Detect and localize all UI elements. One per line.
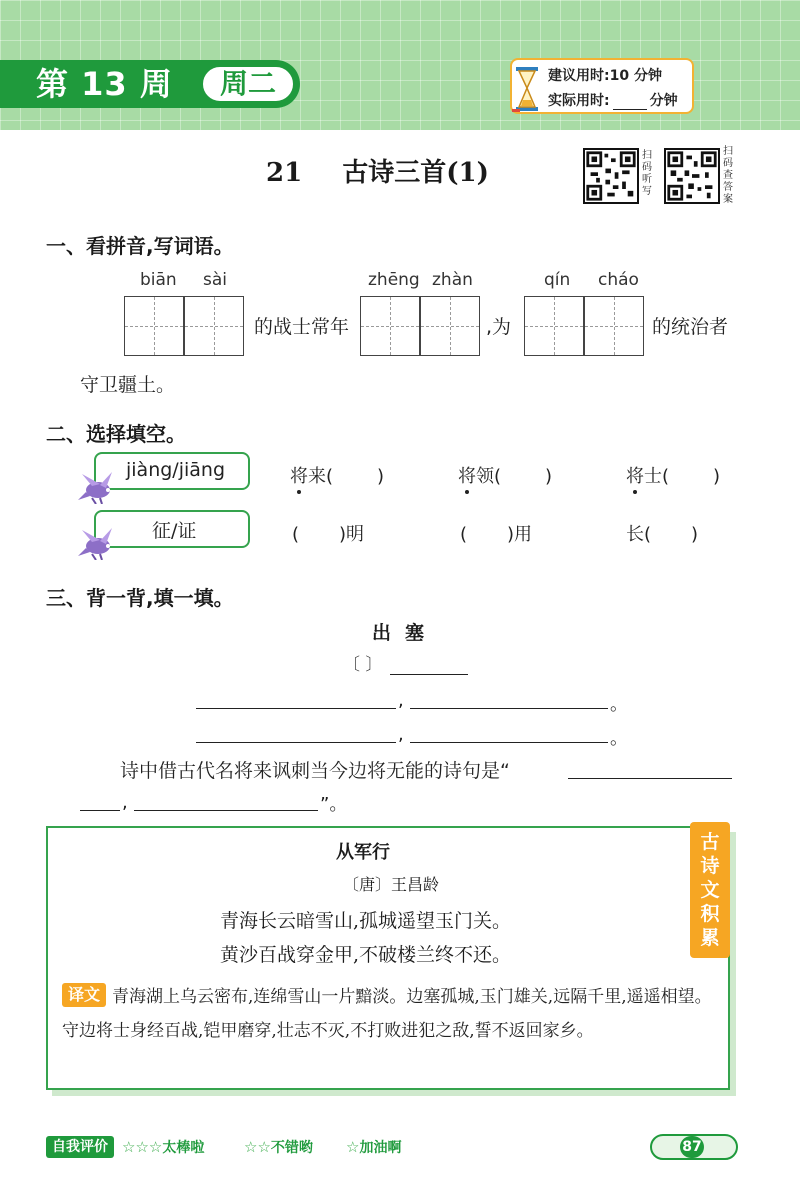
answer-blank[interactable] — [196, 708, 396, 709]
lesson-name: 古诗三首(1) — [342, 158, 489, 188]
fill-item-jiangling: 将领( ) — [458, 462, 552, 488]
star-icon: ☆☆ — [244, 1138, 271, 1156]
comma: , — [398, 724, 404, 745]
fill-item-yong: ( )用 — [460, 524, 533, 545]
pinyin-2: sài — [203, 270, 227, 290]
self-eval-label: 自我评价 — [46, 1136, 114, 1158]
week-label: 第 13 周 — [36, 65, 173, 103]
dotted-character: 将 — [626, 462, 644, 488]
poem-title: 出塞 — [372, 622, 439, 644]
author-line: 〔 〕 — [343, 650, 468, 675]
pinyin-6: cháo — [598, 270, 639, 290]
comma: , — [122, 792, 128, 813]
day-label: 周二 — [200, 64, 296, 104]
qr-caption-dictation: 扫码听写 — [642, 150, 652, 197]
period: 。 — [610, 728, 628, 749]
pinyin-1: biān — [140, 270, 177, 290]
rating-option-1[interactable]: ☆☆☆太棒啦 — [122, 1138, 205, 1156]
suggested-time: 建议用时:10 分钟 — [548, 68, 662, 84]
pinyin-4: zhàn — [432, 270, 473, 290]
lesson-title — [266, 152, 489, 189]
tianzige-box[interactable] — [420, 296, 480, 356]
fill-item-jianglai: 将来( ) — [290, 462, 384, 488]
poem-2-author: 〔唐〕王昌龄 — [343, 875, 440, 894]
qr-code-icon[interactable] — [583, 148, 639, 204]
section-3-heading: 三、背一背,填一填。 — [46, 586, 234, 610]
pinyin-5: qín — [544, 270, 571, 290]
question-end: ”。 — [320, 794, 348, 815]
tianzige-box[interactable] — [184, 296, 244, 356]
translation-text: 青海湖上乌云密布,连绵雪山一片黯淡。边塞孤城,玉门雄关,远隔千里,遥遥相望。守边将士身经百战,铠甲磨穿,壮志不灭,不打败进犯之敌,誓不返回家乡。 — [62, 987, 712, 1041]
dotted-character: 将 — [290, 462, 308, 488]
star-icon: ☆ — [346, 1138, 360, 1156]
lesson-number: 21 — [266, 158, 303, 188]
star-icon: ☆☆☆ — [122, 1138, 163, 1156]
page-number: 87 — [680, 1136, 704, 1158]
fill-item-ming: ( )明 — [292, 524, 365, 545]
bird-icon — [78, 470, 118, 504]
question-text: 诗中借古代名将来讽刺当今边将无能的诗句是“ — [120, 760, 510, 782]
sentence-part-2: ,为 — [486, 316, 512, 338]
sentence-part-4: 守卫疆土。 — [80, 374, 176, 396]
dotted-character: 将 — [458, 462, 476, 488]
answer-blank[interactable] — [134, 810, 318, 811]
comma: , — [398, 690, 404, 711]
actual-time: 实际用时: 分钟 — [548, 93, 678, 109]
translation-badge: 译文 — [62, 983, 106, 1007]
qr-caption-answers: 扫码查答案 — [723, 146, 733, 205]
answer-blank[interactable] — [410, 742, 608, 743]
tianzige-box[interactable] — [360, 296, 420, 356]
poem-2-line-1: 青海长云暗雪山,孤城遥望玉门关。 — [220, 910, 512, 932]
period: 。 — [610, 694, 628, 715]
poem-2-line-2: 黄沙百战穿金甲,不破楼兰终不还。 — [220, 944, 512, 966]
rating-option-3[interactable]: ☆加油啊 — [346, 1138, 402, 1156]
bird-icon — [78, 526, 118, 560]
actual-time-blank[interactable] — [613, 96, 647, 110]
option-label-jiang: jiàng/jiāng — [126, 459, 226, 481]
hourglass-icon — [512, 66, 542, 112]
sentence-part-1: 的战士常年 — [254, 316, 350, 338]
tianzige-box[interactable] — [524, 296, 584, 356]
rating-option-2[interactable]: ☆☆不错哟 — [244, 1138, 313, 1156]
tianzige-box[interactable] — [124, 296, 184, 356]
side-tag-accumulation: 古 诗 文 积 累 — [690, 822, 730, 958]
fill-item-jiangshi: 将士( ) — [626, 462, 720, 488]
answer-blank[interactable] — [80, 810, 120, 811]
qr-code-answers-icon[interactable] — [664, 148, 720, 204]
section-1-heading: 一、看拼音,写词语。 — [46, 234, 234, 258]
tianzige-box[interactable] — [584, 296, 644, 356]
section-2-heading: 二、选择填空。 — [46, 422, 186, 446]
poem-2-title: 从军行 — [336, 842, 390, 863]
sentence-part-3: 的统治者 — [652, 316, 729, 338]
author-blank[interactable] — [390, 657, 468, 675]
pinyin-3: zhēng — [368, 270, 420, 290]
option-label-zheng: 征/证 — [152, 520, 197, 542]
answer-blank[interactable] — [410, 708, 608, 709]
answer-blank[interactable] — [568, 778, 732, 779]
fill-item-chang: 长( ) — [626, 524, 699, 545]
answer-blank[interactable] — [196, 742, 396, 743]
